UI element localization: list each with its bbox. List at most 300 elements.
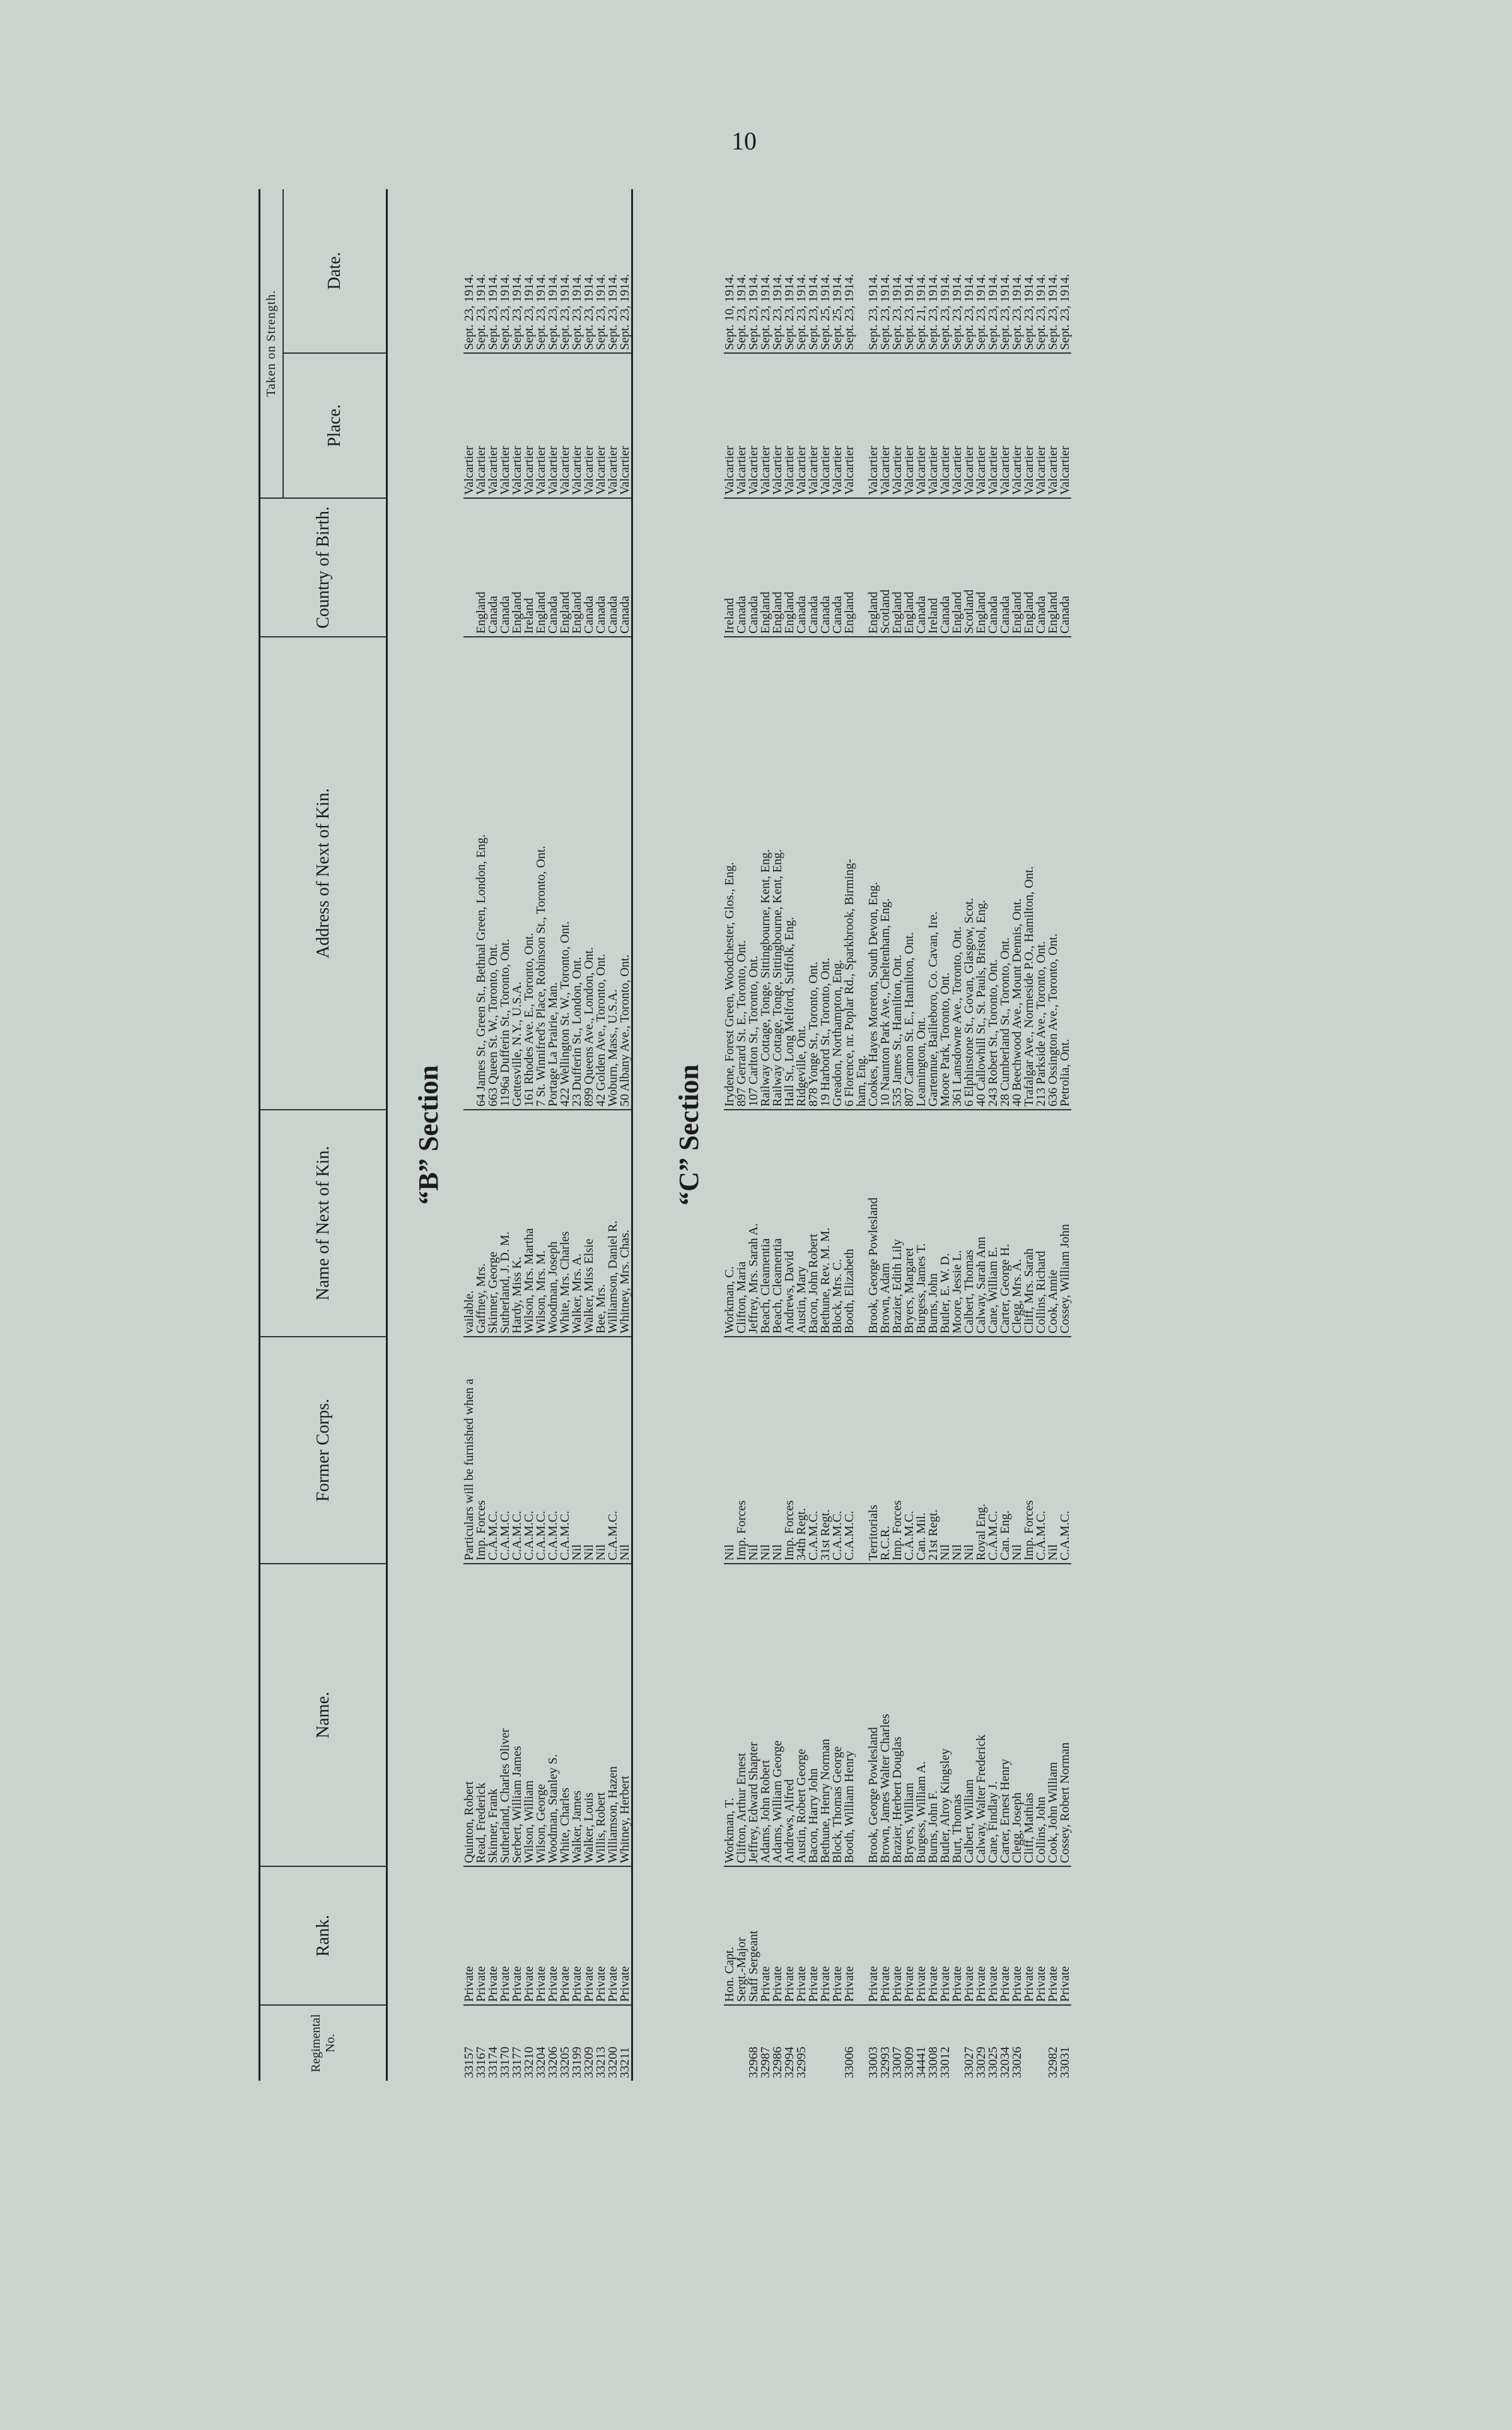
cell-name: Jeffrey, Edward Shapter bbox=[748, 1564, 760, 1866]
cell-country: Canada bbox=[487, 498, 499, 637]
cell-next-of-kin: Williamson, Daniel R. bbox=[607, 1110, 619, 1337]
cell-next-of-kin: Moore, Jessie L. bbox=[951, 1110, 963, 1337]
cell-regimental-no: 32982 bbox=[1047, 2005, 1059, 2081]
cell-next-of-kin: Booth, Elizabeth bbox=[844, 1110, 856, 1337]
cell-regimental-no: 33199 bbox=[571, 2005, 583, 2081]
cell-place: Valcartier bbox=[583, 353, 595, 498]
cell-place: Valcartier bbox=[844, 353, 856, 498]
cell-former-corps: 31st Regt. bbox=[820, 1337, 832, 1564]
cell-next-of-kin: Burns, John bbox=[928, 1110, 939, 1337]
cell-date: Sept. 23, 1914. bbox=[474, 274, 488, 350]
cell-address: Trafalgar Ave., Normeside P.O., Hamilton, Ont. bbox=[1023, 637, 1035, 1110]
cell-regimental-no: 33026 bbox=[1011, 2005, 1023, 2081]
cell-place: Valcartier bbox=[499, 353, 511, 498]
cell-regimental-no: 33174 bbox=[487, 2005, 499, 2081]
cell-former-corps: C.A.M.C. bbox=[1059, 1337, 1071, 1564]
cell-former-corps: Nil bbox=[760, 1337, 772, 1564]
cell-former-corps: Nil bbox=[583, 1337, 595, 1564]
cell-country: Canada bbox=[999, 498, 1011, 637]
section-container bbox=[388, 189, 1071, 2081]
cell-regimental-no: 33213 bbox=[595, 2005, 607, 2081]
cell-place: Valcartier bbox=[724, 353, 736, 498]
cell-name: Cliff, Mathias bbox=[1023, 1564, 1035, 1866]
cell-country: Canada bbox=[547, 498, 559, 637]
cell-address: 535 James St., Hamilton, Ont. bbox=[892, 637, 904, 1110]
cell-date: Sept. 23, 1914. bbox=[735, 274, 748, 350]
cell-address: 243 Robert St., Toronto, Ont. bbox=[987, 637, 999, 1110]
cell-date: Sept. 23, 1914. bbox=[902, 274, 916, 350]
cell-name: Block, Thomas George bbox=[832, 1564, 844, 1866]
cell-next-of-kin: Clifton, Maria bbox=[736, 1110, 748, 1337]
cell-former-corps: Nil bbox=[772, 1337, 784, 1564]
cell-former-corps: C.A.M.C. bbox=[1035, 1337, 1047, 1564]
cell-rank: Private bbox=[820, 1866, 832, 2005]
header-taken-on-strength: Taken on Strength. bbox=[260, 189, 284, 498]
cell-country: Canada bbox=[1035, 498, 1047, 637]
cell-former-corps: Particulars will be furnished when a bbox=[463, 1337, 475, 1564]
cell-date: Sept. 23, 1914. bbox=[1010, 274, 1024, 350]
cell-next-of-kin: Calway, Sarah Ann bbox=[975, 1110, 987, 1337]
cell-date: Sept. 23, 1914. bbox=[890, 274, 904, 350]
cell-address: 10 Naunton Park Ave., Cheltenham, Eng. bbox=[880, 637, 892, 1110]
cell-name: Andrews, Alfred bbox=[784, 1564, 796, 1866]
cell-name: Sutherland, Charles Oliver bbox=[499, 1564, 511, 1866]
cell-next-of-kin: Clegg, Mrs. A. bbox=[1011, 1110, 1023, 1337]
cell-place: Valcartier bbox=[999, 353, 1011, 498]
cell-rank: Private bbox=[796, 1866, 808, 2005]
table-row bbox=[1059, 189, 1071, 2081]
cell-next-of-kin: Brazier, Edith Lily bbox=[892, 1110, 904, 1337]
cell-country: Canada bbox=[736, 498, 748, 637]
cell-date: Sept. 23, 1914. bbox=[950, 274, 964, 350]
cell-address: 19 Harbord St., Toronto, Ont. bbox=[820, 637, 832, 1110]
cell-regimental-no: 33211 bbox=[619, 2005, 631, 2081]
cell-date: Sept. 23, 1914. bbox=[498, 274, 512, 350]
cell-next-of-kin: Workman, C. bbox=[724, 1110, 736, 1337]
cell-regimental-no: 33009 bbox=[904, 2005, 916, 2081]
cell-regimental-no bbox=[724, 2005, 736, 2081]
cell-regimental-no: 33003 bbox=[868, 2005, 880, 2081]
header-date: Date. bbox=[283, 189, 387, 353]
cell-place: Valcartier bbox=[547, 353, 559, 498]
cell-rank: Private bbox=[523, 1866, 535, 2005]
cell-name: Whitney, Herbert bbox=[619, 1564, 631, 1866]
table-row bbox=[619, 189, 631, 2081]
cell-rank: Private bbox=[619, 1866, 631, 2005]
cell-former-corps: C.A.M.C. bbox=[904, 1337, 916, 1564]
cell-next-of-kin: Bethune, Rev. M. M. bbox=[820, 1110, 832, 1337]
cell-rank: Private bbox=[904, 1866, 916, 2005]
cell-name: Austin, Robert George bbox=[796, 1564, 808, 1866]
cell-next-of-kin: Skinner, George bbox=[487, 1110, 499, 1337]
cell-next-of-kin: Bee, Mrs. bbox=[595, 1110, 607, 1337]
cell-next-of-kin: Cane, William E. bbox=[987, 1110, 999, 1337]
cell-next-of-kin: Carter, George H. bbox=[999, 1110, 1011, 1337]
cell-name: Carter, Ernest Henry bbox=[999, 1564, 1011, 1866]
cell-date: Sept. 23, 1914. bbox=[618, 274, 632, 350]
cell-rank: Private bbox=[880, 1866, 892, 2005]
cell-regimental-no: 32987 bbox=[760, 2005, 772, 2081]
cell-next-of-kin: Burgess, James T. bbox=[916, 1110, 928, 1337]
column-header-table bbox=[259, 189, 388, 2081]
cell-place: Valcartier bbox=[939, 353, 951, 498]
cell-next-of-kin: Austin, Mary bbox=[796, 1110, 808, 1337]
cell-place: Valcartier bbox=[1047, 353, 1059, 498]
cell-country: England bbox=[571, 498, 583, 637]
cell-former-corps: Imp. Forces bbox=[1023, 1337, 1035, 1564]
cell-regimental-no: 32993 bbox=[880, 2005, 892, 2081]
cell-former-corps: C.A.M.C. bbox=[607, 1337, 619, 1564]
cell-name: Bacon, Harry John bbox=[808, 1564, 820, 1866]
cell-next-of-kin: Brook, George Powlesland bbox=[868, 1110, 880, 1337]
cell-date: Sept. 23, 1914. bbox=[570, 274, 584, 350]
cell-address: 107 Carlton St., Toronto, Ont. bbox=[748, 637, 760, 1110]
cell-place: Valcartier bbox=[832, 353, 844, 498]
cell-rank: Private bbox=[939, 1866, 951, 2005]
cell-rank: Private bbox=[868, 1866, 880, 2005]
cell-date: Sept. 23, 1914. bbox=[1022, 274, 1036, 350]
cell-name: Workman, T. bbox=[724, 1564, 736, 1866]
cell-country: Scotland bbox=[963, 498, 975, 637]
cell-country: England bbox=[559, 498, 571, 637]
cell-place: Valcartier bbox=[987, 353, 999, 498]
cell-name: Quinton, Robert bbox=[463, 1564, 475, 1866]
cell-next-of-kin: Gaffney, Mrs. bbox=[475, 1110, 487, 1337]
cell-country: England bbox=[535, 498, 547, 637]
cell-date: Sept. 23, 1914. bbox=[558, 274, 572, 350]
section-table bbox=[724, 189, 1071, 2081]
cell-country: England bbox=[511, 498, 523, 637]
cell-date: Sept. 23, 1914. bbox=[747, 274, 760, 350]
cell-former-corps: Nil bbox=[1047, 1337, 1059, 1564]
cell-country: England bbox=[1011, 498, 1023, 637]
cell-name: Wilson, George bbox=[535, 1564, 547, 1866]
cell-date: Sept. 23, 1914. bbox=[926, 274, 940, 350]
cell-rank: Private bbox=[1011, 1866, 1023, 2005]
cell-regimental-no: 33029 bbox=[975, 2005, 987, 2081]
page-number: 10 bbox=[731, 127, 757, 155]
cell-rank: Private bbox=[475, 1866, 487, 2005]
cell-rank: Private bbox=[511, 1866, 523, 2005]
cell-former-corps: C.A.M.C. bbox=[499, 1337, 511, 1564]
cell-next-of-kin: Hardy, Miss K. bbox=[511, 1110, 523, 1337]
cell-date: Sept. 23, 1914. bbox=[962, 274, 976, 350]
cell-rank: Private bbox=[487, 1866, 499, 2005]
cell-rank: Private bbox=[987, 1866, 999, 2005]
cell-place: Valcartier bbox=[595, 353, 607, 498]
cell-regimental-no: 32986 bbox=[772, 2005, 784, 2081]
cell-name: Adams, William George bbox=[772, 1564, 784, 1866]
cell-rank: Private bbox=[1023, 1866, 1035, 2005]
cell-name: Walker, James bbox=[571, 1564, 583, 1866]
cell-country: Canada bbox=[808, 498, 820, 637]
cell-next-of-kin: Block, Mrs. C. bbox=[832, 1110, 844, 1337]
cell-regimental-no: 33012 bbox=[939, 2005, 951, 2081]
cell-date: Sept. 23, 1914. bbox=[842, 274, 856, 350]
cell-place: Valcartier bbox=[523, 353, 535, 498]
cell-country: Canada bbox=[499, 498, 511, 637]
cell-former-corps: Can. Mil. bbox=[916, 1337, 928, 1564]
cell-next-of-kin: Wilson, Mrs. M. bbox=[535, 1110, 547, 1337]
cell-address: Railway Cottage, Tonge, Sittingbourne, Kent, Eng. bbox=[760, 637, 772, 1110]
cell-name: Booth, William Henry bbox=[844, 1564, 856, 1866]
header-rank: Rank. bbox=[260, 1866, 387, 2005]
cell-date: Sept. 23, 1914. bbox=[771, 274, 784, 350]
cell-address: 422 Wellington St. W., Toronto, Ont. bbox=[559, 637, 571, 1110]
section-divider bbox=[631, 189, 648, 2081]
cell-regimental-no: 33006 bbox=[844, 2005, 856, 2081]
cell-date: Sept. 23, 1914. bbox=[986, 274, 1000, 350]
cell-country: Canada bbox=[832, 498, 844, 637]
cell-rank: Private bbox=[892, 1866, 904, 2005]
cell-former-corps: Nil bbox=[619, 1337, 631, 1564]
cell-regimental-no: 33025 bbox=[987, 2005, 999, 2081]
cell-country: England bbox=[1047, 498, 1059, 637]
cell-date: Sept. 23, 1914. bbox=[866, 274, 880, 350]
cell-place: Valcartier bbox=[559, 353, 571, 498]
cell-country: England bbox=[1023, 498, 1035, 637]
cell-name: White, Charles bbox=[559, 1564, 571, 1866]
cell-address: Leamington, Ont. bbox=[916, 637, 928, 1110]
cell-address: 6 Florence, nr. Poplar Rd., Sparkbrook, Birming- bbox=[844, 637, 856, 1110]
cell-country: Ireland bbox=[523, 498, 535, 637]
cell-country: England bbox=[868, 498, 880, 637]
cell-former-corps: C.A.M.C. bbox=[559, 1337, 571, 1564]
cell-rank: Private bbox=[916, 1866, 928, 2005]
cell-next-of-kin: Calbert, Thomas bbox=[963, 1110, 975, 1337]
cell-place: Valcartier bbox=[963, 353, 975, 498]
cell-address: 28 Cumberland St., Toronto, Ont. bbox=[999, 637, 1011, 1110]
cell-regimental-no bbox=[808, 2005, 820, 2081]
cell-former-corps: Nil bbox=[951, 1337, 963, 1564]
cell-former-corps: Imp. Forces bbox=[475, 1337, 487, 1564]
cell-country: England bbox=[975, 498, 987, 637]
cell-former-corps: R.C.R. bbox=[880, 1337, 892, 1564]
cell-rank: Private bbox=[547, 1866, 559, 2005]
cell-place: Valcartier bbox=[1023, 353, 1035, 498]
cell-address: 897 Gerrard St. E., Toronto, Ont. bbox=[736, 637, 748, 1110]
cell-address: 807 Cannon St. E., Hamilton, Ont. bbox=[904, 637, 916, 1110]
header-next-of-kin: Name of Next of Kin. bbox=[260, 1110, 387, 1337]
cell-name: Skinner, Frank bbox=[487, 1564, 499, 1866]
cell-place: Valcartier bbox=[535, 353, 547, 498]
cell-country: Canada bbox=[796, 498, 808, 637]
cell-address: 7 St. Winnifred's Place, Robinson St., Toronto, Ont. bbox=[535, 637, 547, 1110]
cell-address: 636 Ossington Ave., Toronto, Ont. bbox=[1047, 637, 1059, 1110]
cell-place: Valcartier bbox=[1011, 353, 1023, 498]
cell-date: Sept. 25, 1914. bbox=[818, 274, 832, 350]
cell-country: Canada bbox=[595, 498, 607, 637]
cell-next-of-kin: Collins, Richard bbox=[1035, 1110, 1047, 1337]
cell-address: 42 Golden Ave., Toronto, Ont. bbox=[595, 637, 607, 1110]
cell-former-corps: Royal Eng. bbox=[975, 1337, 987, 1564]
cell-country: England bbox=[772, 498, 784, 637]
header-address: Address of Next of Kin. bbox=[260, 637, 387, 1110]
cell-address: 6 Elphinstone St., Govan, Glasgow, Scot. bbox=[963, 637, 975, 1110]
cell-place: Valcartier bbox=[796, 353, 808, 498]
cell-next-of-kin: Wilson, Mrs. Martha bbox=[523, 1110, 535, 1337]
header-former-corps: Former Corps. bbox=[260, 1337, 387, 1564]
cell-former-corps: C.A.M.C. bbox=[844, 1337, 856, 1564]
cell-country: England bbox=[760, 498, 772, 637]
cell-name: Clegg, Joseph bbox=[1011, 1564, 1023, 1866]
cell-country: Canada bbox=[820, 498, 832, 637]
header-place: Place. bbox=[283, 353, 387, 498]
cell-country: Canada bbox=[583, 498, 595, 637]
cell-next-of-kin: Walker, Miss Elsie bbox=[583, 1110, 595, 1337]
cell-former-corps: Nil bbox=[748, 1337, 760, 1564]
cell-rank: Private bbox=[951, 1866, 963, 2005]
cell-place: Valcartier bbox=[928, 353, 939, 498]
cell-regimental-no bbox=[820, 2005, 832, 2081]
cell-date: Sept. 23, 1914. bbox=[606, 274, 620, 350]
cell-name: Calbert, William bbox=[963, 1564, 975, 1866]
cell-date: Sept. 25, 1914. bbox=[830, 274, 844, 350]
cell-name: Burns, John F. bbox=[928, 1564, 939, 1866]
cell-place: Valcartier bbox=[748, 353, 760, 498]
cell-date: Sept. 23, 1914. bbox=[974, 274, 988, 350]
cell-rank: Private bbox=[999, 1866, 1011, 2005]
cell-place: Valcartier bbox=[475, 353, 487, 498]
cell-address: 361 Lansdowne Ave., Toronto, Ont. bbox=[951, 637, 963, 1110]
cell-regimental-no bbox=[1023, 2005, 1035, 2081]
cell-name: Serbert, William James bbox=[511, 1564, 523, 1866]
cell-place: Valcartier bbox=[904, 353, 916, 498]
cell-date: Sept. 23, 1914. bbox=[522, 274, 536, 350]
cell-next-of-kin: Sutherland, J. D. M. bbox=[499, 1110, 511, 1337]
cell-name: Read, Frederick bbox=[475, 1564, 487, 1866]
cell-regimental-no: 32995 bbox=[796, 2005, 808, 2081]
cell-date: Sept. 23, 1914. bbox=[998, 274, 1012, 350]
cell-place: Valcartier bbox=[880, 353, 892, 498]
cell-rank: Private bbox=[607, 1866, 619, 2005]
cell-former-corps: Nil bbox=[571, 1337, 583, 1564]
cell-address: Irydene, Forest Green, Woodchester, Glos., Eng. bbox=[724, 637, 736, 1110]
cell-name: Brazier, Herbert Douglas bbox=[892, 1564, 904, 1866]
cell-address: Petrolia, Ont. bbox=[1059, 637, 1071, 1110]
cell-regimental-no: 33204 bbox=[535, 2005, 547, 2081]
header-regimental-no: Regimental No. bbox=[260, 2005, 387, 2081]
cell-former-corps: 34th Regt. bbox=[796, 1337, 808, 1564]
cell-country: Canada bbox=[607, 498, 619, 637]
cell-address: 40 Beechwood Ave., Mount Dennis, Ont. bbox=[1011, 637, 1023, 1110]
cell-country: Canada bbox=[987, 498, 999, 637]
cell-address: 899 Queens Ave., London, Ont. bbox=[583, 637, 595, 1110]
cell-name: Willis, Robert bbox=[595, 1564, 607, 1866]
cell-name: Williamson, Hazen bbox=[607, 1564, 619, 1866]
cell-former-corps: 21st Regt. bbox=[928, 1337, 939, 1564]
cell-country: Canada bbox=[748, 498, 760, 637]
cell-name: Cook, John William bbox=[1047, 1564, 1059, 1866]
cell-name: Collins, John bbox=[1035, 1564, 1047, 1866]
cell-regimental-no: 33008 bbox=[928, 2005, 939, 2081]
cell-next-of-kin: White, Mrs. Charles bbox=[559, 1110, 571, 1337]
cell-former-corps: C.A.M.C. bbox=[535, 1337, 547, 1564]
cell-regimental-no: 32968 bbox=[748, 2005, 760, 2081]
cell-rank: Private bbox=[844, 1866, 856, 2005]
cell-former-corps: C.A.M.C. bbox=[487, 1337, 499, 1564]
cell-regimental-no: 32994 bbox=[784, 2005, 796, 2081]
cell-address: 161 Rhodes Ave. E., Toronto, Ont. bbox=[523, 637, 535, 1110]
cell-name: Brown, James Walter Charles bbox=[880, 1564, 892, 1866]
cell-date: Sept. 23, 1914. bbox=[1034, 274, 1048, 350]
cell-country: Canada bbox=[939, 498, 951, 637]
cell-former-corps: C.A.M.C. bbox=[547, 1337, 559, 1564]
cell-regimental-no: 33210 bbox=[523, 2005, 535, 2081]
cell-rank: Private bbox=[1035, 1866, 1047, 2005]
cell-country: Canada bbox=[916, 498, 928, 637]
cell-address: Cookes, Hayes Moreton, South Devon, Eng. bbox=[868, 637, 880, 1110]
cell-place: Valcartier bbox=[808, 353, 820, 498]
cell-former-corps: Territorials bbox=[868, 1337, 880, 1564]
cell-date: Sept. 23, 1914. bbox=[806, 274, 820, 350]
cell-country: England bbox=[475, 498, 487, 637]
cell-name: Brook, George Powlesland bbox=[868, 1564, 880, 1866]
cell-date: Sept. 23, 1914. bbox=[878, 274, 892, 350]
cell-address: Hall St., Long Melford, Suffolk, Eng. bbox=[784, 637, 796, 1110]
cell-date: Sept. 23, 1914. bbox=[794, 274, 808, 350]
cell-former-corps: Nil bbox=[1011, 1337, 1023, 1564]
cell-name: Cossey, Robert Norman bbox=[1059, 1564, 1071, 1866]
cell-date: Sept. 23, 1914. bbox=[938, 274, 952, 350]
cell-rank: Private bbox=[760, 1866, 772, 2005]
cell-former-corps: Imp. Forces bbox=[784, 1337, 796, 1564]
cell-next-of-kin: Walker, Mrs. A. bbox=[571, 1110, 583, 1337]
cell-regimental-no: 33157 bbox=[463, 2005, 475, 2081]
cell-place: Valcartier bbox=[916, 353, 928, 498]
cell-date: Sept. 10, 1914. bbox=[723, 274, 736, 350]
cell-rank: Private bbox=[535, 1866, 547, 2005]
cell-address: Greadon, Northampton, Eng. bbox=[832, 637, 844, 1110]
cell-former-corps: C.A.M.C. bbox=[832, 1337, 844, 1564]
cell-address: 23 Dufferin St., London, Ont. bbox=[571, 637, 583, 1110]
cell-next-of-kin: Butler, E. W. D. bbox=[939, 1110, 951, 1337]
cell-address: Ridgeville, Ont. bbox=[796, 637, 808, 1110]
cell-name: Butler, Alroy Kingsley bbox=[939, 1564, 951, 1866]
cell-country: Canada bbox=[1059, 498, 1071, 637]
cell-place: Valcartier bbox=[1035, 353, 1047, 498]
cell-rank: Hon. Capt. bbox=[724, 1866, 736, 2005]
cell-address: Railway Cottage, Tonge, Sittingbourne, Kent, Eng. bbox=[772, 637, 784, 1110]
cell-next-of-kin: vailable. bbox=[463, 1110, 475, 1337]
cell-next-of-kin: Andrews, David bbox=[784, 1110, 796, 1337]
cell-place: Valcartier bbox=[760, 353, 772, 498]
cell-rank: Private bbox=[1047, 1866, 1059, 2005]
cell-address: Moore Park, Toronto, Ont. bbox=[939, 637, 951, 1110]
cell-date: Sept. 23, 1914. bbox=[486, 274, 500, 350]
cell-country: Ireland bbox=[724, 498, 736, 637]
cell-name: Calway, Walter Frederick bbox=[975, 1564, 987, 1866]
cell-name: Cane, Findlay J. bbox=[987, 1564, 999, 1866]
cell-address: 878 Yonge St., Toronto, Ont. bbox=[808, 637, 820, 1110]
cell-date: Sept. 23, 1914. bbox=[594, 274, 608, 350]
cell-place: Valcartier bbox=[975, 353, 987, 498]
cell-place: Valcartier bbox=[607, 353, 619, 498]
cell-country: Ireland bbox=[928, 498, 939, 637]
cell-country: England bbox=[844, 498, 856, 637]
cell-next-of-kin: Cossey, William John bbox=[1059, 1110, 1071, 1337]
cell-country: Canada bbox=[619, 498, 631, 637]
cell-name: Walker, Louis bbox=[583, 1564, 595, 1866]
cell-name: Woodman, Stanley S. bbox=[547, 1564, 559, 1866]
cell-country: England bbox=[784, 498, 796, 637]
section-title: “C” Section bbox=[673, 1064, 704, 1206]
cell-former-corps: Nil bbox=[724, 1337, 736, 1564]
cell-address: 64 James St., Green St., Bethnal Green, London, Eng. bbox=[475, 637, 487, 1110]
cell-next-of-kin: Brown, Adam bbox=[880, 1110, 892, 1337]
header-country: Country of Birth. bbox=[260, 498, 387, 637]
cell-rank: Private bbox=[928, 1866, 939, 2005]
